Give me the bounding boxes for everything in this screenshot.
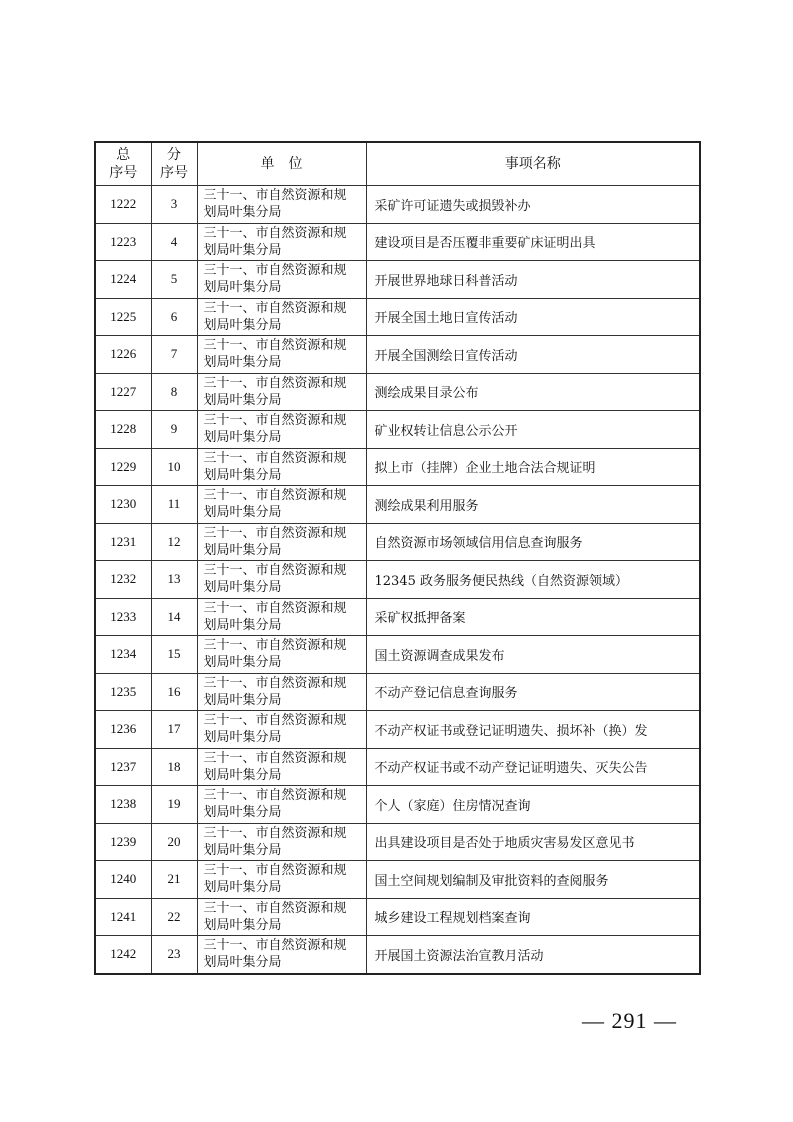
total-index-cell: 1237 <box>95 748 151 786</box>
item-name-cell: 自然资源市场领域信用信息查询服务 <box>366 523 700 561</box>
unit-cell <box>197 223 366 261</box>
unit-cell <box>197 673 366 711</box>
unit-line-2: 划局叶集分局 <box>203 355 282 371</box>
unit-line-2: 划局叶集分局 <box>203 917 282 933</box>
table-row <box>95 561 700 599</box>
unit-cell <box>197 261 366 299</box>
item-name-cell: 开展国土资源法治宣教月活动 <box>366 936 700 974</box>
sub-index-cell: 6 <box>151 298 197 336</box>
total-index-cell: 1223 <box>95 223 151 261</box>
table-row <box>95 336 700 374</box>
total-index-cell: 1233 <box>95 598 151 636</box>
sub-index-cell: 21 <box>151 861 197 899</box>
unit-line-2: 划局叶集分局 <box>203 580 282 596</box>
unit-cell <box>197 523 366 561</box>
item-name-cell: 不动产权证书或登记证明遗失、损坏补（换）发 <box>366 711 700 749</box>
table-row <box>95 898 700 936</box>
unit-line-2: 划局叶集分局 <box>203 317 282 333</box>
unit-cell <box>197 186 366 224</box>
table-row <box>95 373 700 411</box>
unit-line-2: 划局叶集分局 <box>203 617 282 633</box>
sub-index-cell: 14 <box>151 598 197 636</box>
item-name-cell: 开展全国测绘日宣传活动 <box>366 336 700 374</box>
unit-cell <box>197 411 366 449</box>
item-name-cell: 矿业权转让信息公示公开 <box>366 411 700 449</box>
unit-line-2: 划局叶集分局 <box>203 280 282 296</box>
table-row <box>95 786 700 824</box>
sub-index-cell: 8 <box>151 373 197 411</box>
table-row <box>95 598 700 636</box>
total-index-cell: 1239 <box>95 823 151 861</box>
table-row <box>95 261 700 299</box>
unit-line-2: 划局叶集分局 <box>203 542 282 558</box>
unit-line-2: 划局叶集分局 <box>203 655 282 671</box>
total-index-cell: 1232 <box>95 561 151 599</box>
total-index-cell: 1230 <box>95 486 151 524</box>
item-name-cell: 出具建设项目是否处于地质灾害易发区意见书 <box>366 823 700 861</box>
item-name-cell: 城乡建设工程规划档案查询 <box>366 898 700 936</box>
unit-cell <box>197 636 366 674</box>
items-table <box>94 141 701 975</box>
unit-cell <box>197 561 366 599</box>
unit-line-1: 三十一、市自然资源和规 <box>203 900 347 916</box>
unit-line-1: 三十一、市自然资源和规 <box>203 525 347 541</box>
header-total-index <box>95 142 151 186</box>
unit-line-2: 划局叶集分局 <box>203 805 282 821</box>
unit-line-2: 划局叶集分局 <box>203 767 282 783</box>
sub-index-cell: 15 <box>151 636 197 674</box>
item-name-cell: 拟上市（挂牌）企业土地合法合规证明 <box>366 448 700 486</box>
sub-index-cell: 5 <box>151 261 197 299</box>
header-total-bottom: 序号 <box>109 165 138 181</box>
sub-index-cell: 20 <box>151 823 197 861</box>
unit-cell <box>197 336 366 374</box>
table-row <box>95 411 700 449</box>
unit-line-1: 三十一、市自然资源和规 <box>203 713 347 729</box>
total-index-cell: 1234 <box>95 636 151 674</box>
unit-line-2: 划局叶集分局 <box>203 730 282 746</box>
item-name-cell: 不动产权证书或不动产登记证明遗失、灭失公告 <box>366 748 700 786</box>
item-name-cell: 不动产登记信息查询服务 <box>366 673 700 711</box>
unit-line-1: 三十一、市自然资源和规 <box>203 863 347 879</box>
sub-index-cell: 16 <box>151 673 197 711</box>
total-index-cell: 1242 <box>95 936 151 974</box>
table-row <box>95 223 700 261</box>
sub-index-cell: 7 <box>151 336 197 374</box>
total-index-cell: 1225 <box>95 298 151 336</box>
sub-index-cell: 10 <box>151 448 197 486</box>
unit-line-2: 划局叶集分局 <box>203 842 282 858</box>
sub-index-cell: 22 <box>151 898 197 936</box>
item-name-cell: 开展全国土地日宣传活动 <box>366 298 700 336</box>
unit-cell <box>197 448 366 486</box>
total-index-cell: 1226 <box>95 336 151 374</box>
unit-cell <box>197 486 366 524</box>
unit-line-1: 三十一、市自然资源和规 <box>203 450 347 466</box>
unit-line-1: 三十一、市自然资源和规 <box>203 788 347 804</box>
sub-index-cell: 23 <box>151 936 197 974</box>
table-row <box>95 861 700 899</box>
unit-line-2: 划局叶集分局 <box>203 692 282 708</box>
total-index-cell: 1229 <box>95 448 151 486</box>
table-body <box>95 186 700 974</box>
unit-line-1: 三十一、市自然资源和规 <box>203 225 347 241</box>
unit-cell <box>197 373 366 411</box>
unit-line-1: 三十一、市自然资源和规 <box>203 300 347 316</box>
total-index-cell: 1228 <box>95 411 151 449</box>
header-sub-index <box>151 142 197 186</box>
page-number: — 291 — <box>582 1008 677 1033</box>
sub-index-cell: 3 <box>151 186 197 224</box>
total-index-cell: 1238 <box>95 786 151 824</box>
header-sub-bottom: 序号 <box>160 165 188 181</box>
unit-line-2: 划局叶集分局 <box>203 430 282 446</box>
total-index-cell: 1235 <box>95 673 151 711</box>
unit-cell <box>197 711 366 749</box>
sub-index-cell: 18 <box>151 748 197 786</box>
table-row <box>95 673 700 711</box>
sub-index-cell: 9 <box>151 411 197 449</box>
unit-cell <box>197 786 366 824</box>
unit-cell <box>197 748 366 786</box>
total-index-cell: 1241 <box>95 898 151 936</box>
unit-line-1: 三十一、市自然资源和规 <box>203 413 347 429</box>
table-row <box>95 298 700 336</box>
unit-line-1: 三十一、市自然资源和规 <box>203 938 347 954</box>
unit-line-2: 划局叶集分局 <box>203 467 282 483</box>
unit-line-1: 三十一、市自然资源和规 <box>203 188 347 204</box>
table-row <box>95 448 700 486</box>
unit-cell <box>197 298 366 336</box>
unit-cell <box>197 936 366 974</box>
unit-cell <box>197 861 366 899</box>
sub-index-cell: 11 <box>151 486 197 524</box>
sub-index-cell: 19 <box>151 786 197 824</box>
unit-line-2: 划局叶集分局 <box>203 505 282 521</box>
sub-index-cell: 4 <box>151 223 197 261</box>
unit-line-1: 三十一、市自然资源和规 <box>203 825 347 841</box>
unit-line-2: 划局叶集分局 <box>203 392 282 408</box>
table-row <box>95 823 700 861</box>
table-row <box>95 636 700 674</box>
header-item-name: 事项名称 <box>366 142 700 186</box>
total-index-cell: 1224 <box>95 261 151 299</box>
table-row <box>95 186 700 224</box>
item-name-cell: 个人（家庭）住房情况查询 <box>366 786 700 824</box>
item-name-cell: 国土空间规划编制及审批资料的查阅服务 <box>366 861 700 899</box>
sub-index-cell: 12 <box>151 523 197 561</box>
total-index-cell: 1231 <box>95 523 151 561</box>
unit-line-2: 划局叶集分局 <box>203 880 282 896</box>
item-name-cell: 国土资源调查成果发布 <box>366 636 700 674</box>
table-header <box>95 142 700 186</box>
unit-line-1: 三十一、市自然资源和规 <box>203 600 347 616</box>
item-name-cell: 建设项目是否压覆非重要矿床证明出具 <box>366 223 700 261</box>
total-index-cell: 1222 <box>95 186 151 224</box>
header-unit: 单 位 <box>197 142 366 186</box>
unit-line-1: 三十一、市自然资源和规 <box>203 675 347 691</box>
unit-cell <box>197 598 366 636</box>
header-total-top: 总 <box>116 147 131 163</box>
unit-line-1: 三十一、市自然资源和规 <box>203 750 347 766</box>
unit-line-1: 三十一、市自然资源和规 <box>203 375 347 391</box>
table-row <box>95 748 700 786</box>
header-sub-top: 分 <box>167 147 181 163</box>
total-index-cell: 1240 <box>95 861 151 899</box>
unit-line-1: 三十一、市自然资源和规 <box>203 563 347 579</box>
item-name-cell: 采矿权抵押备案 <box>366 598 700 636</box>
header-row <box>95 142 700 186</box>
item-name-cell: 采矿许可证遗失或损毁补办 <box>366 186 700 224</box>
sub-index-cell: 13 <box>151 561 197 599</box>
unit-cell <box>197 898 366 936</box>
total-index-cell: 1227 <box>95 373 151 411</box>
item-name-cell: 开展世界地球日科普活动 <box>366 261 700 299</box>
sub-index-cell: 17 <box>151 711 197 749</box>
unit-line-1: 三十一、市自然资源和规 <box>203 338 347 354</box>
unit-line-2: 划局叶集分局 <box>203 955 282 971</box>
unit-line-1: 三十一、市自然资源和规 <box>203 638 347 654</box>
table-row <box>95 711 700 749</box>
table-row <box>95 936 700 974</box>
unit-line-1: 三十一、市自然资源和规 <box>203 263 347 279</box>
unit-line-2: 划局叶集分局 <box>203 205 282 221</box>
item-name-cell: 测绘成果目录公布 <box>366 373 700 411</box>
unit-line-2: 划局叶集分局 <box>203 242 282 258</box>
table-row <box>95 486 700 524</box>
total-index-cell: 1236 <box>95 711 151 749</box>
item-name-cell: 12345 政务服务便民热线（自然资源领域） <box>366 561 700 599</box>
item-name-cell: 测绘成果利用服务 <box>366 486 700 524</box>
unit-cell <box>197 823 366 861</box>
table-row <box>95 523 700 561</box>
unit-line-1: 三十一、市自然资源和规 <box>203 488 347 504</box>
